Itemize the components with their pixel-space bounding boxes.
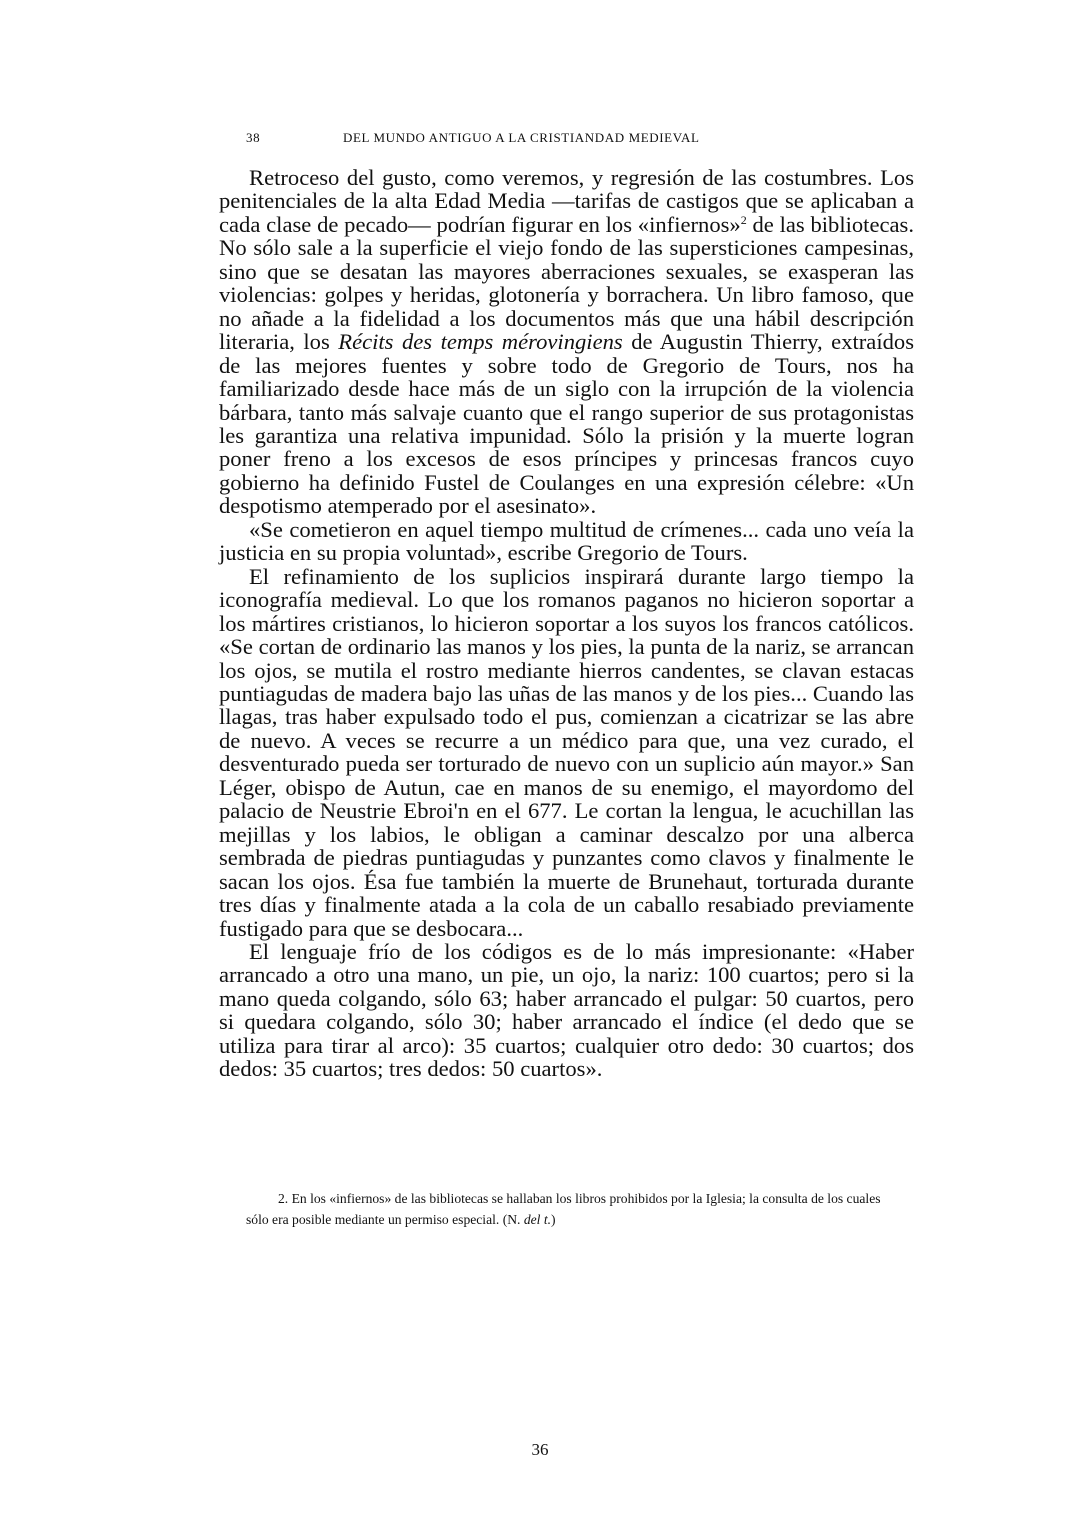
paragraph-1 [219,166,914,518]
main-text [219,166,914,1081]
running-head [246,130,916,150]
paragraph-1-part-c: de Augustin Thierry, extraídos de las mejores fuentes y sobre todo de Gregorio de Tours, nos ha familiarizado desde hace más de un siglo con la irrupción de la violencia bárbara, tanto más salvaje cuanto que el rango superior de sus protagonistas les garantiza una relativa impunidad. Sólo la prisión y la muerte logran poner freno a los excesos de esos príncipes y princesas francos cuyo gobierno ha definido Fustel de Coulanges en una expresión célebre: «Un despotismo atemperado por el asesinato». [219,329,914,519]
footnote-body: 2. En los «infiernos» de las bibliotecas se hallaban los libros prohibidos por la Iglesia; la consulta de los cuales sólo era posible mediante un permiso especial. (N. [246,1191,881,1227]
book-title-italic: Récits des temps mérovingiens [338,329,623,355]
paragraph-3: El refinamiento de los suplicios inspirará durante largo tiempo la iconografía medieval. Lo que los romanos paganos no hicieron soportar a los mártires cristianos, lo hicieron soportar a los suyos los francos católicos. «Se cortan de ordinario las manos y los pies, la punta de la nariz, se arrancan los ojos, se mutila el rostro mediante hierros candentes, se clavan estacas puntiagudas de madera bajo las uñas de las manos y de los pies... Cuando las llagas, tras haber expulsado todo el pus, comienzan a cicatrizar se las abre de nuevo. A veces se recurre a un médico para que, una vez curado, el desventurado pueda ser torturado de nuevo con un suplicio aún mayor.» San Léger, obispo de Autun, cae en manos de su enemigo, el mayordomo del palacio de Neustrie Ebroi'n en el 677. Le cortan la lengua, le acuchillan las mejillas y los labios, le obligan a caminar descalzo por una alberca sembrada de piedras puntiagudas y punzantes como clavos y finalmente le sacan los ojos. Ésa fue también la muerte de Brunehaut, torturada durante tres días y finalmente atada a la cola de un caballo resabiado previamente fustigado para que se desbocara... [219,563,914,941]
folio-page-number: 36 [531,1440,549,1459]
header-running-title: DEL MUNDO ANTIGUO A LA CRISTIANDAD MEDIEVAL [343,130,700,145]
footnote-text [246,1188,886,1230]
footnote [246,1188,886,1230]
header-page-number: 38 [246,130,261,145]
paragraph-2: «Se cometieron en aquel tiempo multitud de crímenes... cada uno veía la justicia en su propia voluntad», escribe Gregorio de Tours. [219,516,914,566]
paragraph-1-part-a: Retroceso del gusto, como veremos, y regresión de las costumbres. Los penitenciales de la alta Edad Media —tarifas de castigos que se aplicaban a cada clase de pecado— podrían figurar en los «infiernos» [219,165,914,237]
paragraph-1-part-b: de las bibliotecas. No sólo sale a la superficie el viejo fondo de las supersticiones campesinas, sino que se desatan las mayores aberraciones sexuales, se exasperan las violencias: golpes y heridas, glotonería y borrachera. Un libro famoso, que no añade a la fidelidad a los documentos más que una hábil descripción literaria, los [219,211,914,355]
footnote-close: ) [551,1212,556,1227]
footnote-reference: 2 [740,212,747,227]
footnote-italic: del t. [523,1212,552,1227]
paragraph-4: El lenguaje frío de los códigos es de lo más impresionante: «Haber arrancado a otro una mano, un pie, un ojo, la nariz: 100 cuartos; pero si la mano queda colgando, sólo 63; haber arrancado el pulgar: 50 cuartos, pero si quedara colgando, sólo 30; haber arrancado el índice (el dedo que se utiliza para tirar al arco): 35 cuartos; cualquier otro dedo: 30 cuartos; dos dedos: 35 cuartos; tres dedos: 50 cuartos». [219,938,914,1082]
